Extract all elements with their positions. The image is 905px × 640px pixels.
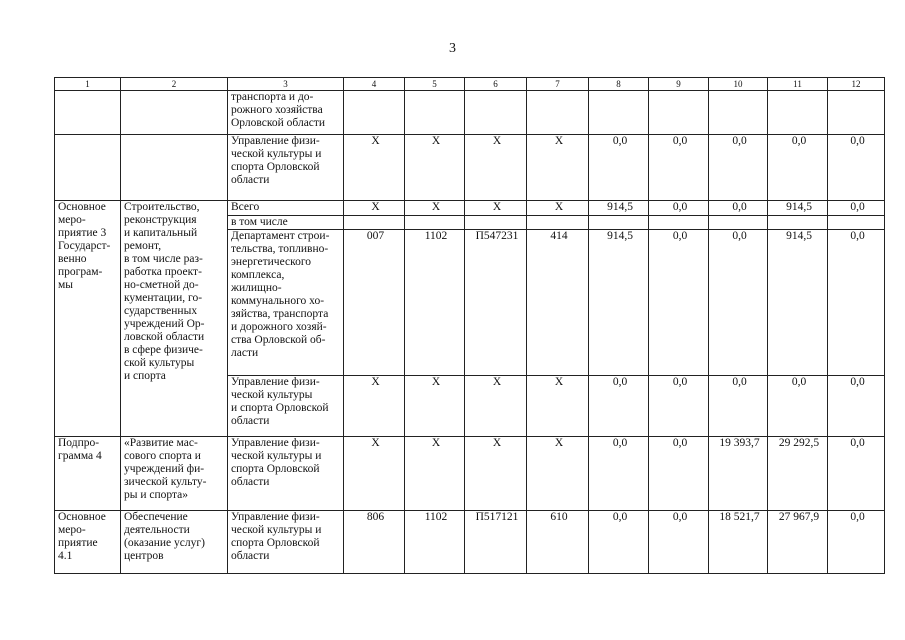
value-cell: 0,0 [828,201,885,216]
value-cell [649,216,709,230]
value-cell: 29 292,5 [768,437,828,511]
value-cell: X [344,376,405,437]
item-name-cell: Подпро- грамма 4 [55,437,121,511]
value-cell: 007 [344,230,405,376]
table-row [55,91,885,135]
value-cell: 0,0 [709,230,768,376]
value-cell: 0,0 [828,376,885,437]
value-cell: 0,0 [828,437,885,511]
executor-cell: транспорта и до- рожного хозяйства Орловской области [228,91,344,135]
value-cell: X [405,437,465,511]
value-cell [465,91,527,135]
value-cell: X [465,201,527,216]
value-cell [709,91,768,135]
value-cell: 0,0 [589,376,649,437]
value-cell [527,216,589,230]
value-cell [344,216,405,230]
value-cell: 1102 [405,511,465,574]
value-cell [768,216,828,230]
value-cell [405,216,465,230]
value-cell: X [344,201,405,216]
executor-cell: Департамент строи- тельства, топливно- энергетического комплекса, жилищно- коммунального хо- зяйства, транспорта и дорожного хозяй- ства Орловской об- ласти [228,230,344,376]
table-row [55,511,885,574]
value-cell: X [405,376,465,437]
value-cell: 0,0 [649,201,709,216]
value-cell: X [527,201,589,216]
executor-cell: Управление физи- ческой культуры и спорта Орловской области [228,376,344,437]
column-numbers-row [55,78,885,91]
value-cell: X [405,201,465,216]
table-row [55,437,885,511]
value-cell [768,91,828,135]
value-cell [465,216,527,230]
value-cell: 806 [344,511,405,574]
value-cell: X [527,135,589,201]
column-number: 9 [649,78,709,91]
item-description-cell: Строительство, реконструкция и капитальный ремонт, в том числе раз- работка проект- но-сметной до- кументации, го- сударственных учреждений Ор- ловской области в сфере физиче- ской культуры и спорта [121,201,228,437]
value-cell [709,216,768,230]
item-name-cell: Основное меро- приятие 4.1 [55,511,121,574]
value-cell [344,91,405,135]
value-cell: 0,0 [828,511,885,574]
value-cell: X [465,437,527,511]
item-name-cell [55,91,121,135]
value-cell: 0,0 [589,135,649,201]
table-row [55,135,885,201]
executor-cell: Управление физи- ческой культуры и спорта Орловской области [228,437,344,511]
value-cell: 0,0 [649,135,709,201]
column-number: 7 [527,78,589,91]
column-number: 11 [768,78,828,91]
value-cell [649,91,709,135]
value-cell: 0,0 [828,135,885,201]
column-number: 5 [405,78,465,91]
value-cell: 0,0 [649,376,709,437]
item-description-cell [121,135,228,201]
column-number: 4 [344,78,405,91]
value-cell [828,216,885,230]
column-number: 1 [55,78,121,91]
executor-cell: в том числе [228,216,344,230]
item-name-cell [55,135,121,201]
column-number: 10 [709,78,768,91]
column-number: 2 [121,78,228,91]
value-cell: 914,5 [768,230,828,376]
value-cell: 1102 [405,230,465,376]
value-cell: X [527,437,589,511]
budget-table [54,77,885,574]
value-cell: 0,0 [768,376,828,437]
table-row [55,201,885,216]
value-cell: 0,0 [589,437,649,511]
value-cell: 27 967,9 [768,511,828,574]
column-number: 6 [465,78,527,91]
value-cell: X [344,135,405,201]
value-cell: X [405,135,465,201]
value-cell [527,91,589,135]
value-cell: П547231 [465,230,527,376]
value-cell [589,91,649,135]
value-cell: 610 [527,511,589,574]
value-cell: 914,5 [589,201,649,216]
column-number: 3 [228,78,344,91]
value-cell: П517121 [465,511,527,574]
value-cell: 914,5 [768,201,828,216]
value-cell: X [465,135,527,201]
executor-cell: Всего [228,201,344,216]
value-cell: X [465,376,527,437]
value-cell: 414 [527,230,589,376]
value-cell [828,91,885,135]
item-description-cell [121,91,228,135]
value-cell: 0,0 [649,511,709,574]
executor-cell: Управление физи- ческой культуры и спорта Орловской области [228,511,344,574]
value-cell [405,91,465,135]
value-cell: 0,0 [649,230,709,376]
item-description-cell: Обеспечение деятельности (оказание услуг) центров [121,511,228,574]
item-description-cell: «Развитие мас- сового спорта и учреждений фи- зической культу- ры и спорта» [121,437,228,511]
page-number: 3 [449,41,456,56]
value-cell: 0,0 [768,135,828,201]
value-cell: 914,5 [589,230,649,376]
value-cell: 0,0 [589,511,649,574]
value-cell: 0,0 [709,376,768,437]
item-name-cell: Основное меро- приятие 3 Государст- венно програм- мы [55,201,121,437]
value-cell: 0,0 [709,201,768,216]
value-cell: 0,0 [828,230,885,376]
value-cell: 18 521,7 [709,511,768,574]
executor-cell: Управление физи- ческой культуры и спорта Орловской области [228,135,344,201]
value-cell: 0,0 [649,437,709,511]
value-cell: 19 393,7 [709,437,768,511]
value-cell: X [527,376,589,437]
column-number: 8 [589,78,649,91]
value-cell: 0,0 [709,135,768,201]
value-cell [589,216,649,230]
value-cell: X [344,437,405,511]
column-number: 12 [828,78,885,91]
